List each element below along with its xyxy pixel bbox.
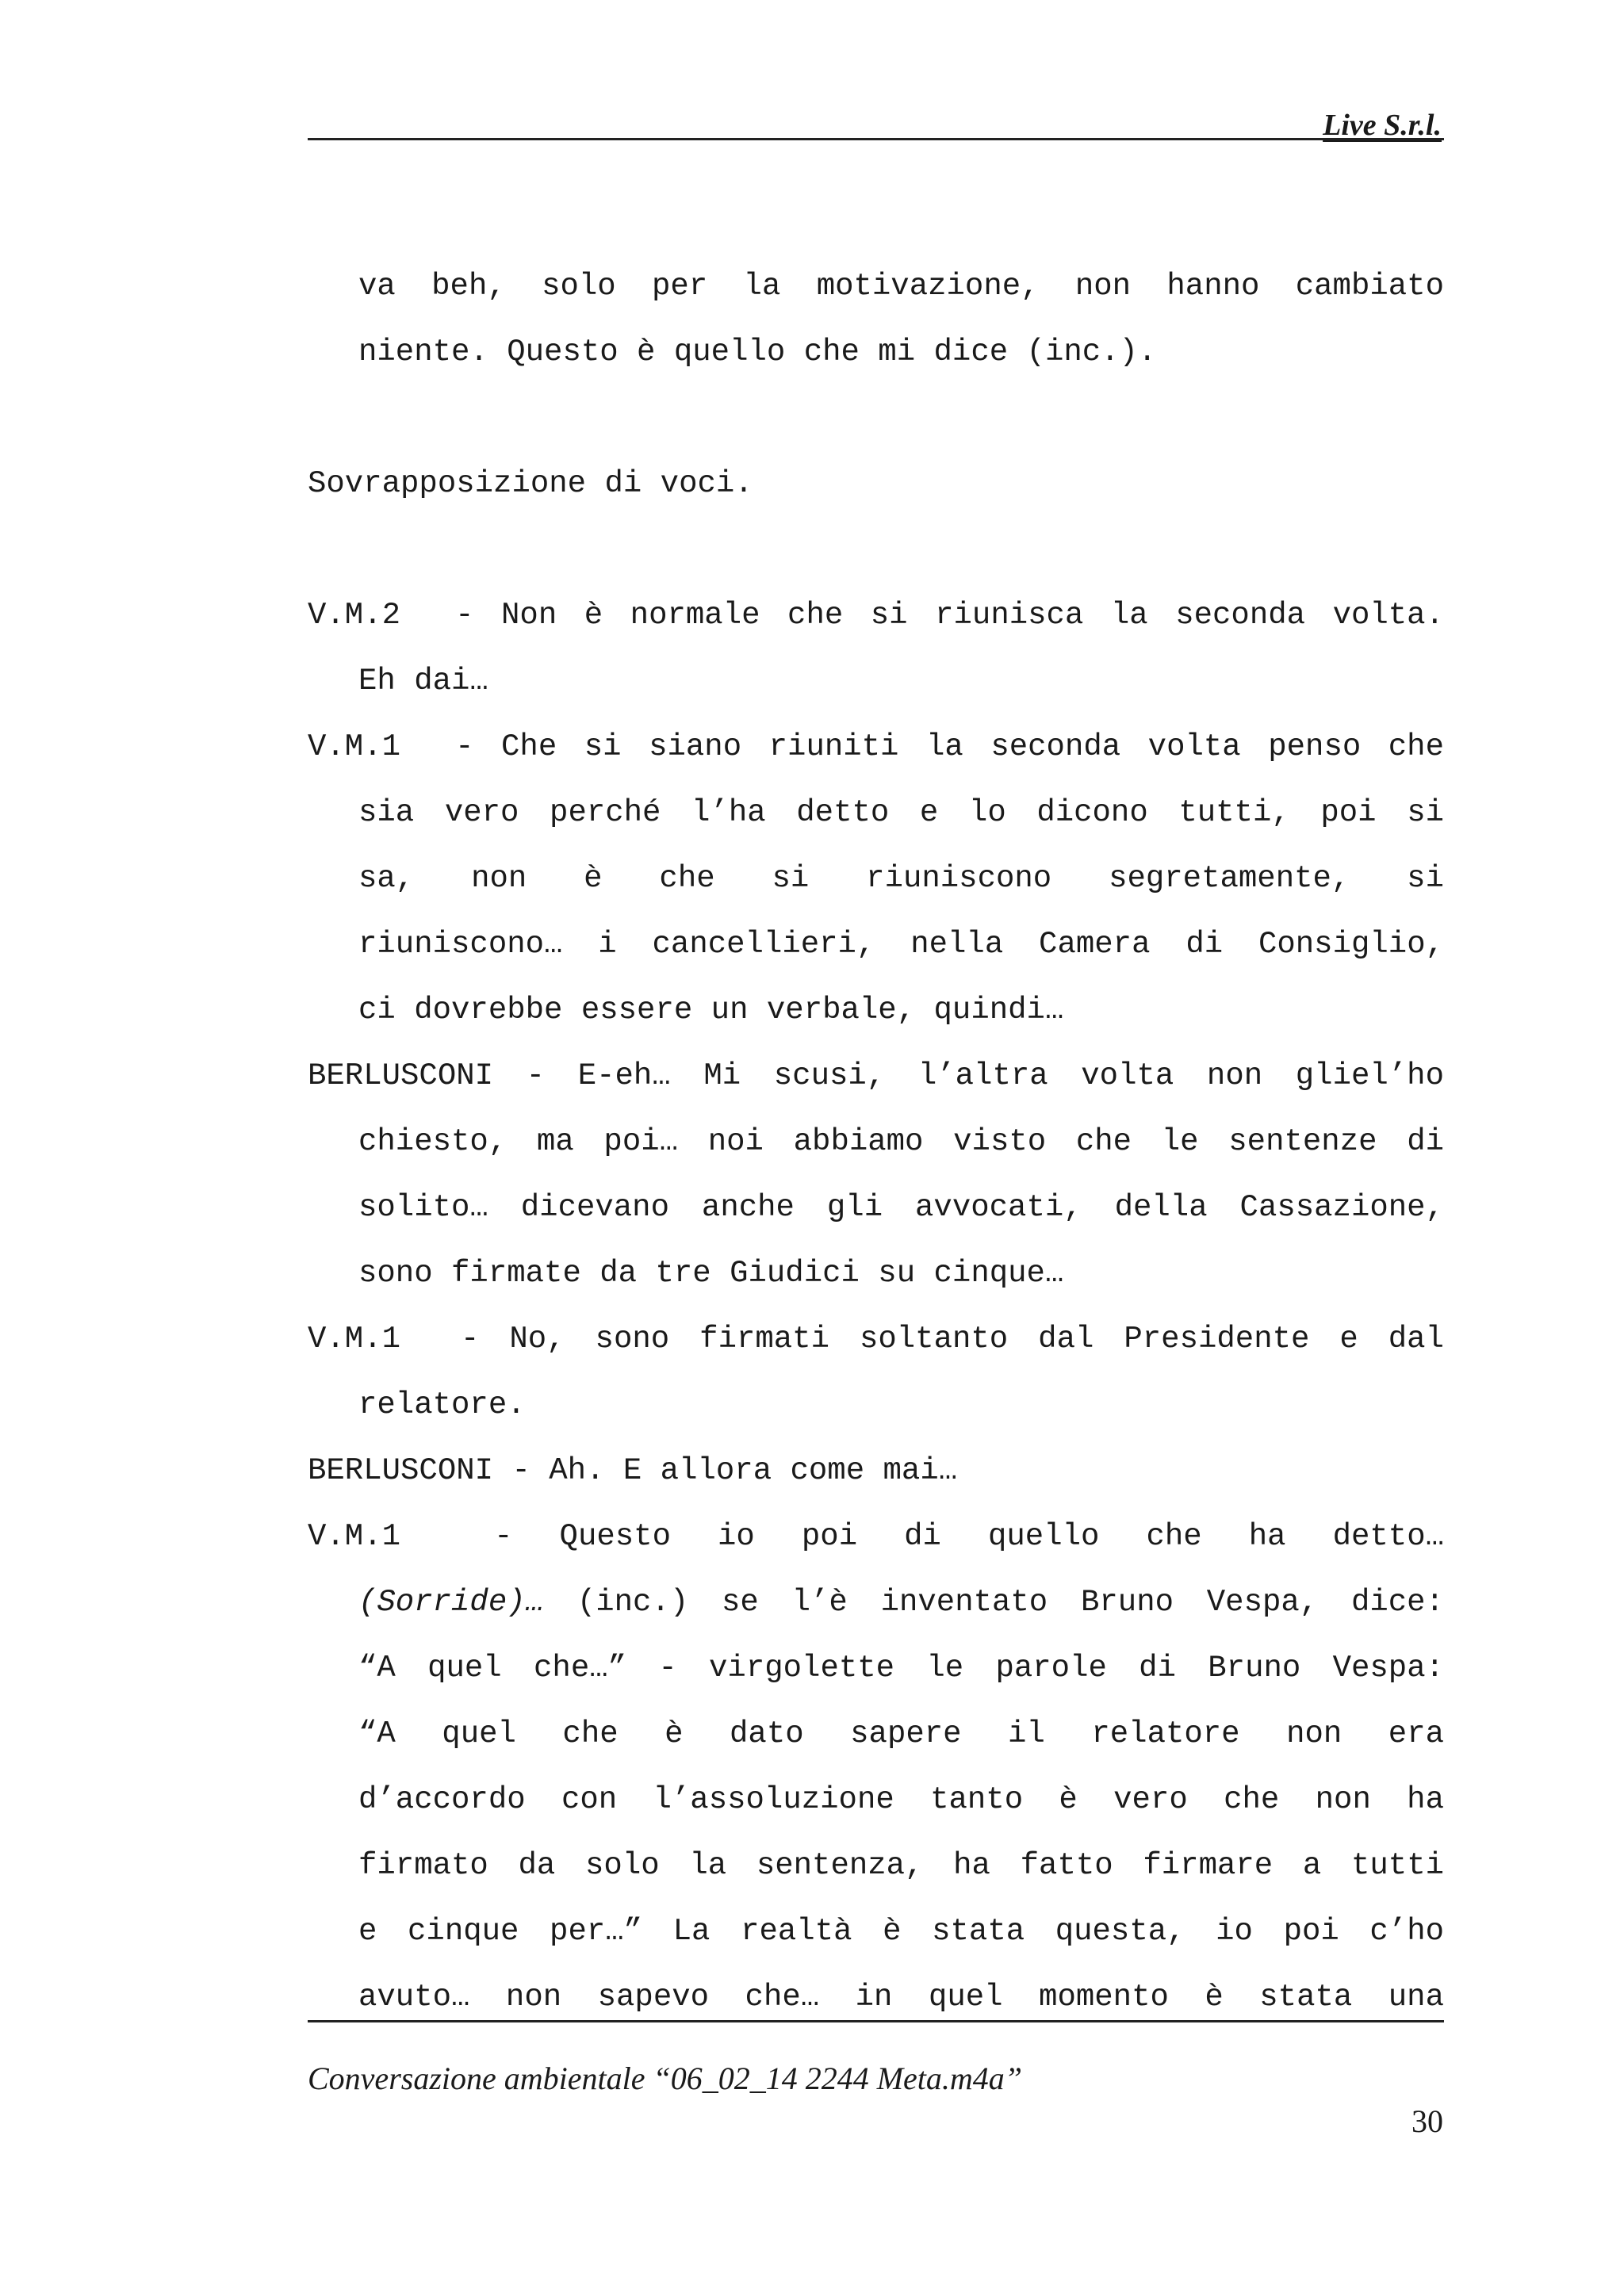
page-number: 30: [1411, 2103, 1443, 2139]
body-line: firmato da solo la sentenza, ha fatto firmare a tutti: [358, 1848, 1444, 1883]
body-line: Sovrapposizione di voci.: [308, 466, 753, 501]
body-line: V.M.1 - No, sono firmati soltanto dal Presidente e dal: [308, 1322, 1444, 1357]
body-line: “A quel che è dato sapere il relatore non era: [358, 1716, 1444, 1751]
body-line: va beh, solo per la motivazione, non hanno cambiato: [358, 269, 1444, 304]
body-line-rest: (inc.) se l’è inventato Bruno Vespa, dice:: [544, 1585, 1444, 1620]
page-header-title: Live S.r.l.: [1323, 109, 1442, 142]
body-line: BERLUSCONI - E-eh… Mi scusi, l’altra volta non gliel’ho: [308, 1058, 1444, 1093]
body-line: V.M.2 - Non è normale che si riunisca la seconda volta.: [308, 598, 1444, 633]
header-rule: [308, 138, 1444, 140]
body-line: d’accordo con l’assoluzione tanto è vero che non ha: [358, 1782, 1444, 1817]
body-line: chiesto, ma poi… noi abbiamo visto che le sentenze di: [358, 1124, 1444, 1159]
body-line: sa, non è che si riuniscono segretamente, si: [358, 861, 1444, 896]
body-line: “A quel che…” - virgolette le parole di Bruno Vespa:: [358, 1651, 1444, 1686]
body-line: V.M.1 - Questo io poi di quello che ha detto…: [308, 1519, 1444, 1554]
stage-direction: (Sorride)…: [358, 1585, 545, 1620]
body-line: Eh dai…: [358, 664, 488, 698]
body-line: avuto… non sapevo che… in quel momento è stata una: [358, 1980, 1444, 2015]
body-line-mixed: [308, 1570, 1444, 1636]
body-line: riuniscono… i cancellieri, nella Camera di Consiglio,: [358, 927, 1444, 962]
footer-caption: Conversazione ambientale “06_02_14 2244 Meta.m4a”: [308, 2061, 1023, 2096]
body-line: e cinque per…” La realtà è stata questa, io poi c’ho: [358, 1914, 1444, 1949]
body-line: sono firmate da tre Giudici su cinque…: [358, 1256, 1064, 1291]
body-line: solito… dicevano anche gli avvocati, della Cassazione,: [358, 1190, 1444, 1225]
transcript-body: [308, 254, 1444, 2030]
body-line: sia vero perché l’ha detto e lo dicono tutti, poi si: [358, 795, 1444, 830]
body-line: V.M.1 - Che si siano riuniti la seconda volta penso che: [308, 729, 1444, 764]
body-line: niente. Questo è quello che mi dice (inc.).: [358, 335, 1157, 369]
body-line: BERLUSCONI - Ah. E allora come mai…: [308, 1453, 958, 1488]
body-line: relatore.: [358, 1387, 526, 1422]
body-line: ci dovrebbe essere un verbale, quindi…: [358, 993, 1064, 1027]
footer-rule: [308, 2020, 1444, 2022]
